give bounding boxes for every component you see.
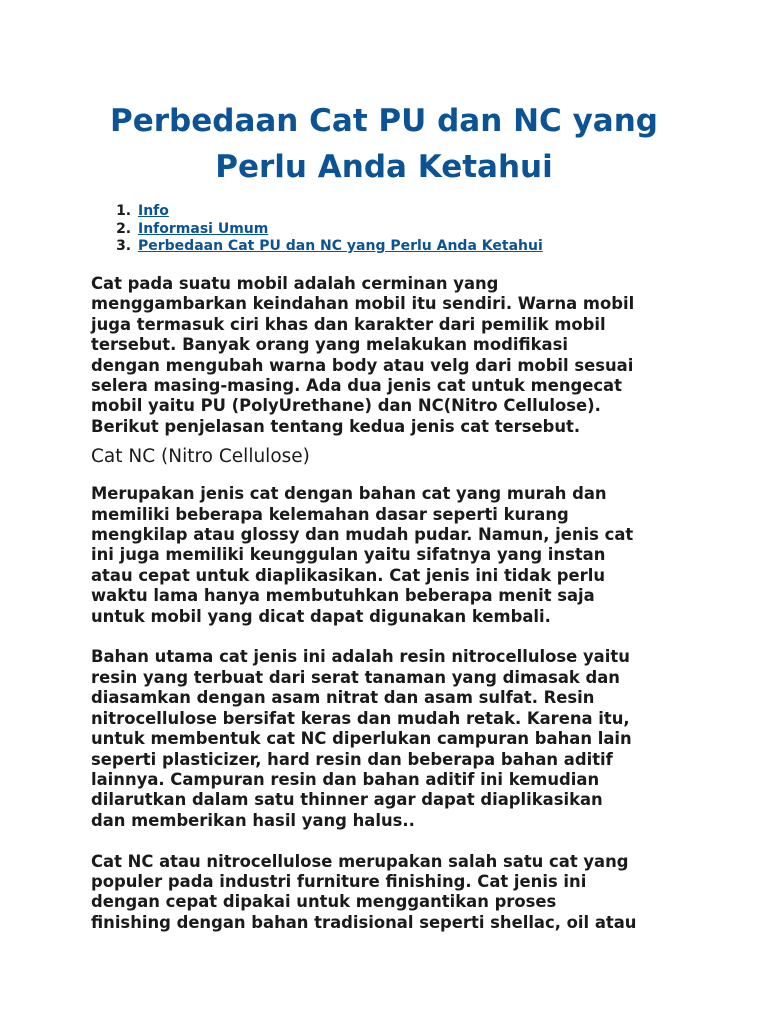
breadcrumb (90, 203, 543, 256)
text-line: lainnya. Campuran resin dan bahan aditif ini kemudian (91, 769, 600, 789)
body-paragraph-1 (91, 484, 691, 627)
text-line: untuk mobil yang dicat dapat digunakan kembali. (91, 606, 551, 626)
text-line: resin yang terbuat dari serat tanaman yang dimasak dan (91, 667, 620, 687)
text-line: atau cepat untuk diaplikasikan. Cat jenis ini tidak perlu (91, 565, 606, 585)
article-body (91, 274, 691, 933)
text-line: diasamkan dengan asam nitrat dan asam sulfat. Resin (91, 688, 595, 708)
breadcrumb-link-info[interactable]: Info (138, 203, 169, 219)
text-line: mobil yaitu PU (PolyUrethane) dan NC(Nitro Cellulose). (91, 396, 601, 416)
body-paragraph-3 (91, 852, 691, 934)
body-paragraph-2 (91, 647, 691, 831)
text-line: untuk membentuk cat NC diperlukan campuran bahan lain (91, 729, 632, 749)
text-line: menggambarkan keindahan mobil itu sendiri. Warna mobil (91, 294, 635, 314)
text-line: dilarutkan dalam satu thinner agar dapat diaplikasikan (91, 790, 603, 810)
text-line: Cat NC atau nitrocellulose merupakan salah satu cat yang (91, 851, 629, 871)
text-line: selera masing-masing. Ada dua jenis cat untuk mengecat (91, 376, 622, 396)
page-title: Perbedaan Cat PU dan NC yang Perlu Anda Ketahui (110, 103, 658, 185)
text-line: finishing dengan bahan tradisional seperti shellac, oil atau (91, 912, 637, 932)
breadcrumb-link-current-article[interactable]: Perbedaan Cat PU dan NC yang Perlu Anda Ketahui (138, 238, 543, 254)
text-line: Cat pada suatu mobil adalah cerminan yang (91, 274, 499, 293)
breadcrumb-item (136, 221, 543, 239)
breadcrumb-item (136, 238, 543, 256)
text-line: ini juga memiliki keunggulan yaitu sifatnya yang instan (91, 545, 606, 565)
text-line: juga termasuk ciri khas dan karakter dari pemilik mobil (91, 314, 606, 334)
text-line: populer pada industri furniture finishing. Cat jenis ini (91, 871, 587, 891)
text-line: mengkilap atau glossy dan mudah pudar. Namun, jenis cat (91, 525, 634, 545)
text-line: dengan cepat dipakai untuk menggantikan proses (91, 892, 557, 912)
text-line: tersebut. Banyak orang yang melakukan modifikasi (91, 335, 568, 355)
intro-paragraph (91, 274, 691, 437)
text-line: Berikut penjelasan tentang kedua jenis cat tersebut. (91, 416, 581, 436)
text-line: memiliki beberapa kelemahan dasar seperti kurang (91, 504, 569, 524)
text-line: Merupakan jenis cat dengan bahan cat yang murah dan (91, 484, 607, 504)
breadcrumb-link-informasi-umum[interactable]: Informasi Umum (138, 220, 269, 237)
text-line: dengan mengubah warna body atau velg dari mobil sesuai (91, 355, 634, 375)
text-line: dan memberikan hasil yang halus.. (91, 810, 415, 830)
text-line: seperti plasticizer, hard resin dan beberapa bahan aditif (91, 749, 613, 769)
breadcrumb-item (136, 203, 543, 221)
text-line: nitrocellulose bersifat keras dan mudah retak. Karena itu, (91, 708, 630, 728)
section-heading: Cat NC (Nitro Cellulose) (91, 446, 310, 468)
text-line: waktu lama hanya membutuhkan beberapa menit saja (91, 586, 595, 606)
text-line: Bahan utama cat jenis ini adalah resin nitrocellulose yaitu (91, 647, 630, 667)
